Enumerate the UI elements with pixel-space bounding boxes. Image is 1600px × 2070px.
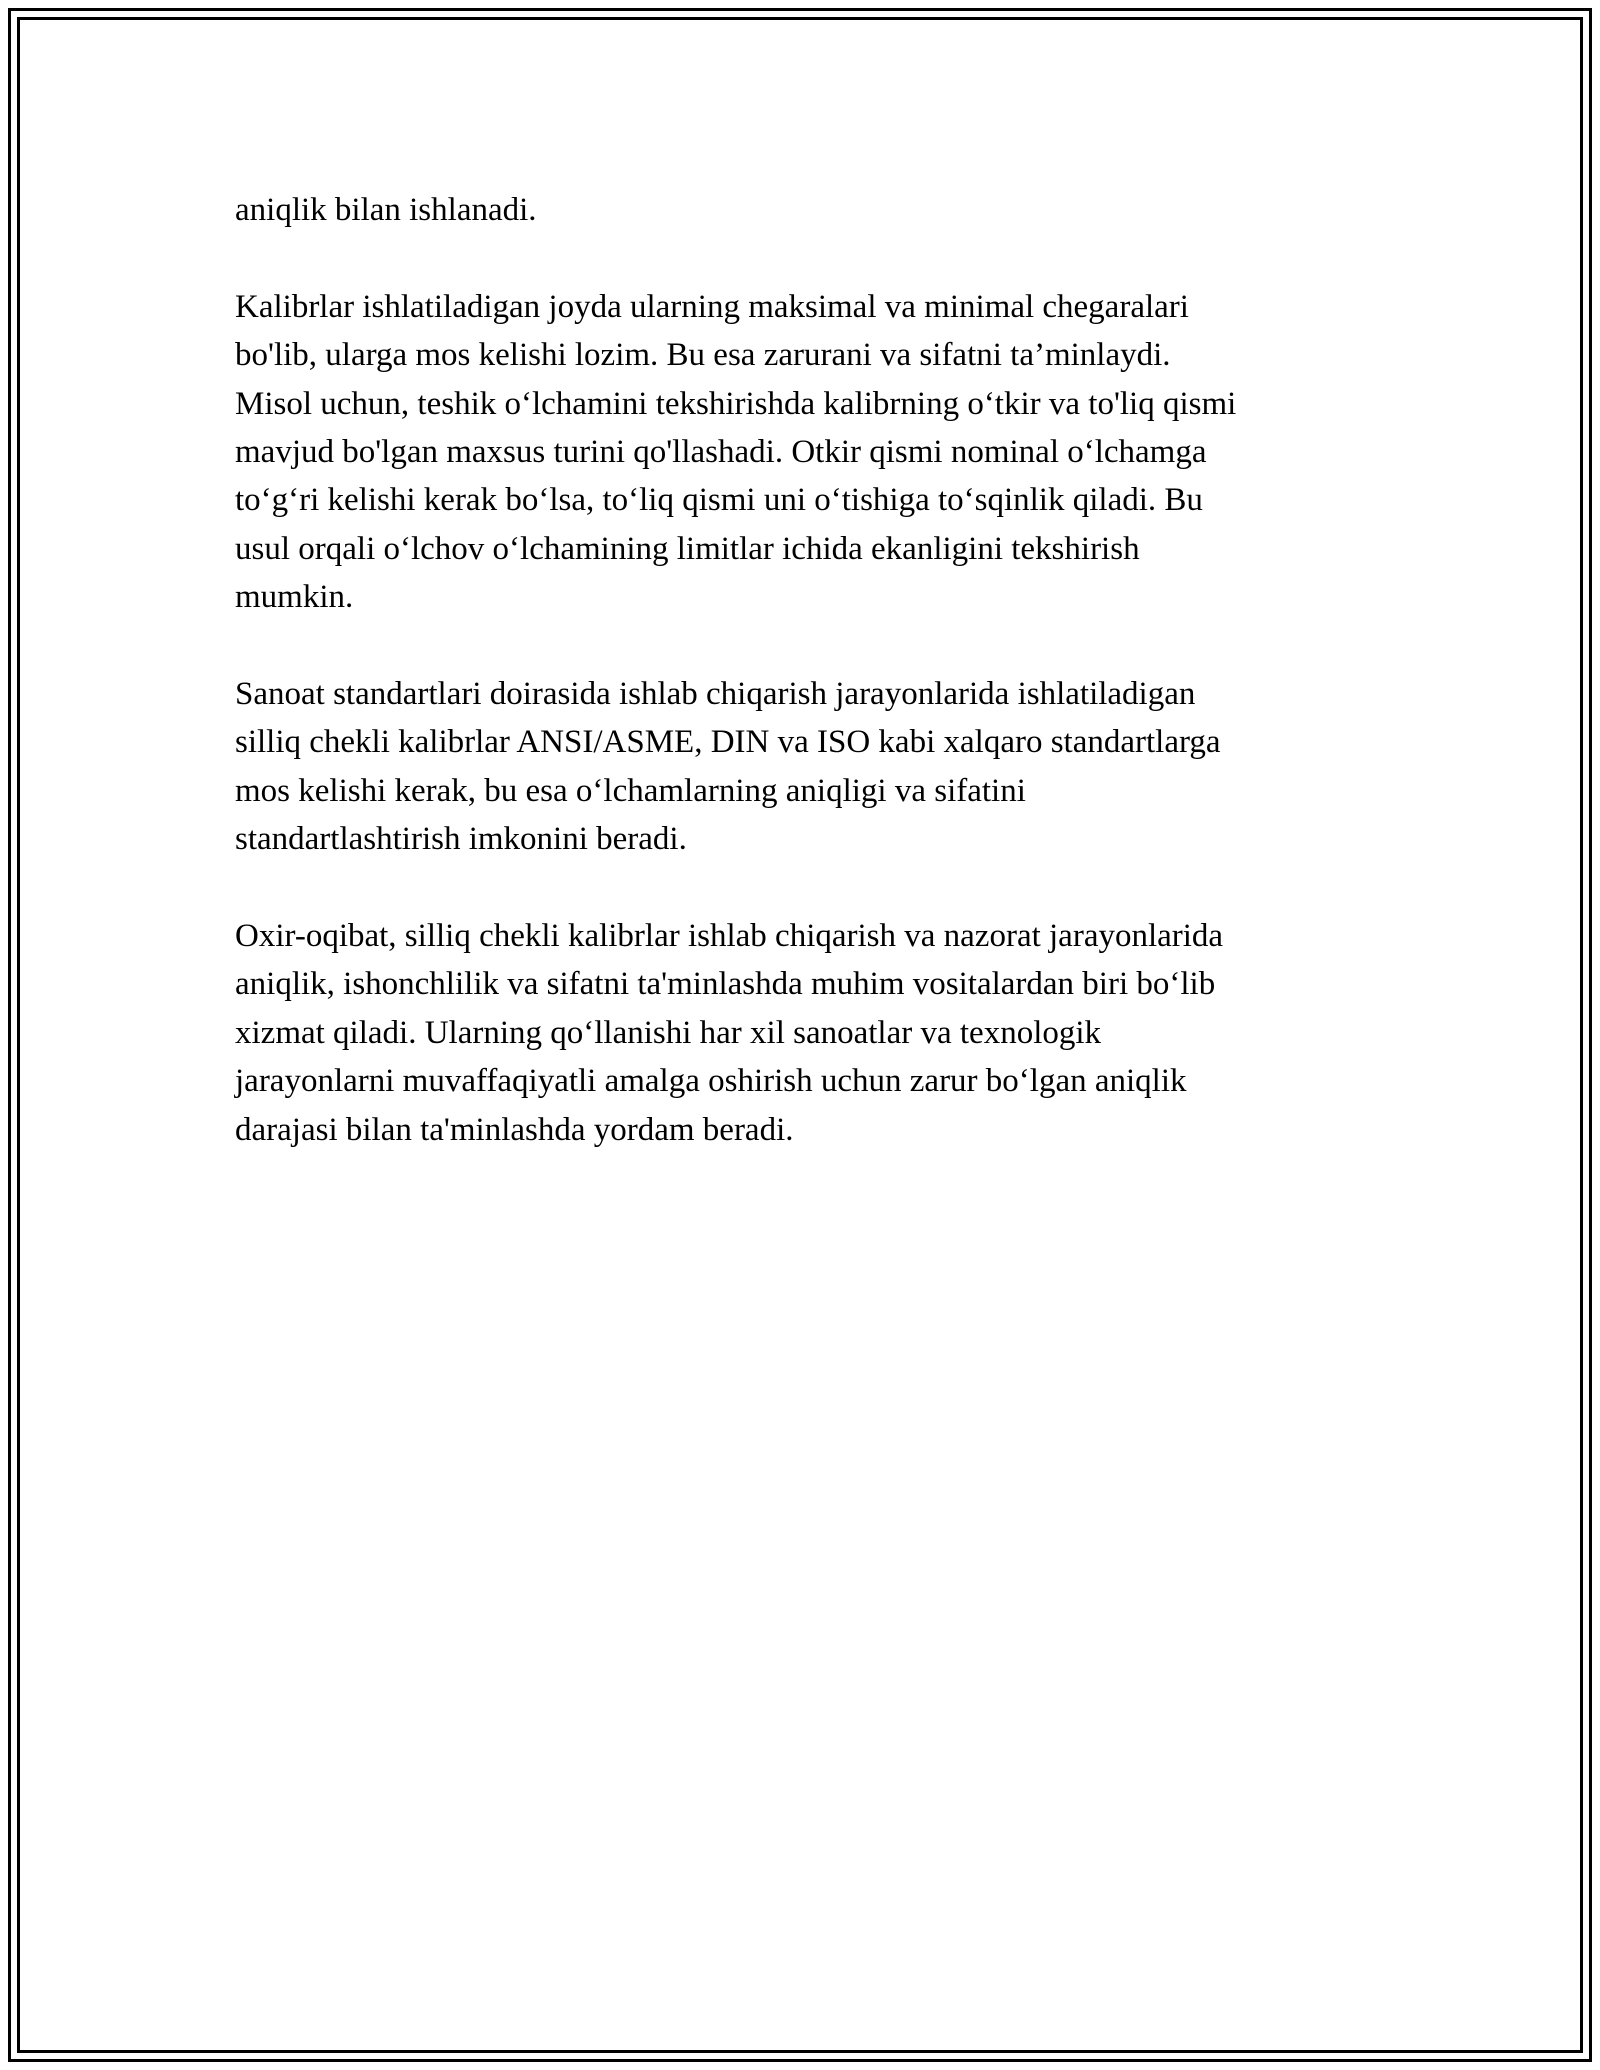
paragraph-3: [235, 670, 1365, 864]
text-line: to‘g‘ri kelishi kerak bo‘lsa, to‘liq qismi uni o‘tishiga to‘sqinlik qiladi. Bu: [235, 482, 1203, 519]
text-line: Kalibrlar ishlatiladigan joyda ularning maksimal va minimal chegaralari: [235, 288, 1189, 325]
paragraph-1: [235, 186, 1365, 234]
text-line: standartlashtirish imkonini beradi.: [235, 821, 687, 858]
text-line: darajasi bilan ta'minlashda yordam beradi.: [235, 1111, 794, 1148]
text-line: mumkin.: [235, 579, 354, 616]
paragraph-4: [235, 912, 1365, 1154]
text-line: xizmat qiladi. Ularning qo‘llanishi har xil sanoatlar va texnologik: [235, 1014, 1102, 1051]
text-line: mavjud bo'lgan maxsus turini qo'llashadi. Otkir qismi nominal o‘lchamga: [235, 434, 1207, 471]
text-line: usul orqali o‘lchov o‘lchamining limitlar ichida ekanligini tekshirish: [235, 530, 1140, 567]
text-line: Sanoat standartlari doirasida ishlab chiqarish jarayonlarida ishlatiladigan: [235, 676, 1196, 713]
text-line: aniqlik, ishonchlilik va sifatni ta'minlashda muhim vositalardan biri bo‘lib: [235, 966, 1216, 1003]
document-body: [235, 186, 1365, 1202]
text-line: silliq chekli kalibrlar ANSI/ASME, DIN va ISO kabi xalqaro standartlarga: [235, 724, 1221, 761]
text-line: Oxir-oqibat, silliq chekli kalibrlar ishlab chiqarish va nazorat jarayonlarida: [235, 918, 1224, 955]
paragraph-2: [235, 283, 1365, 622]
text-line: jarayonlarni muvaffaqiyatli amalga oshirish uchun zarur bo‘lgan aniqlik: [235, 1063, 1187, 1100]
text-line: bo'lib, ularga mos kelishi lozim. Bu esa zarurani va sifatni ta’minlaydi.: [235, 337, 1171, 374]
text-line: mos kelishi kerak, bu esa o‘lchamlarning aniqligi va sifatini: [235, 772, 1026, 809]
text-line: Misol uchun, teshik o‘lchamini tekshirishda kalibrning o‘tkir va to'liq qismi: [235, 385, 1237, 422]
text-line: aniqlik bilan ishlanadi.: [235, 192, 537, 228]
